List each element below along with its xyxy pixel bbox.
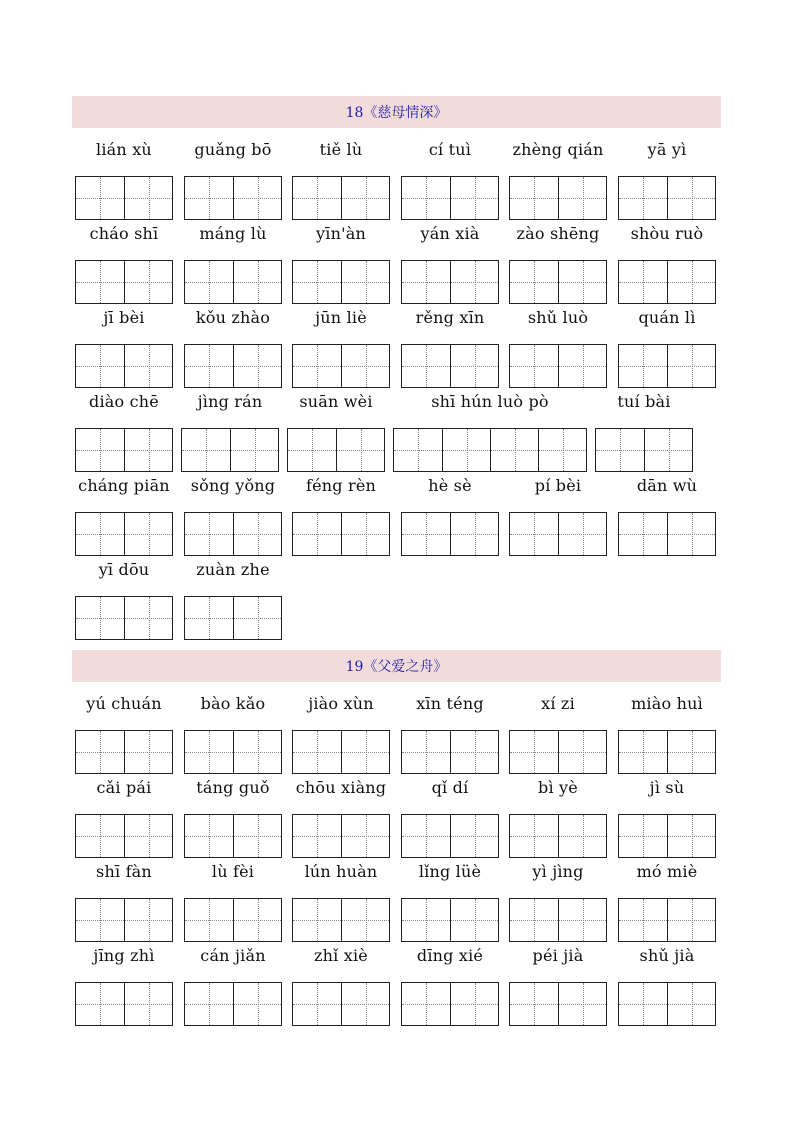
writing-box[interactable] bbox=[293, 345, 341, 387]
character-grid bbox=[401, 898, 499, 942]
writing-box[interactable] bbox=[619, 345, 667, 387]
pinyin-label: féng rèn bbox=[305, 476, 377, 495]
writing-box[interactable] bbox=[619, 513, 667, 555]
pinyin-label: jīng zhì bbox=[93, 946, 155, 965]
character-grid bbox=[618, 814, 716, 858]
pinyin-label: yán xià bbox=[420, 224, 480, 243]
pinyin-item bbox=[75, 138, 173, 222]
character-grid bbox=[401, 344, 499, 388]
pinyin-item bbox=[75, 474, 173, 558]
pinyin-label: dān wù bbox=[636, 476, 698, 495]
writing-box[interactable] bbox=[510, 261, 558, 303]
writing-box[interactable] bbox=[76, 261, 124, 303]
writing-box[interactable] bbox=[233, 345, 281, 387]
pinyin-item bbox=[618, 860, 716, 944]
writing-box[interactable] bbox=[596, 429, 644, 471]
pinyin-item bbox=[509, 944, 607, 1028]
character-grid bbox=[292, 730, 390, 774]
pinyin-item bbox=[618, 222, 716, 306]
pinyin-item bbox=[184, 474, 282, 558]
character-grid bbox=[292, 344, 390, 388]
writing-box[interactable] bbox=[341, 261, 389, 303]
pinyin-label: lù fèi bbox=[211, 862, 255, 881]
pinyin-item bbox=[75, 776, 173, 860]
pinyin-item bbox=[184, 860, 282, 944]
writing-box[interactable] bbox=[124, 731, 172, 773]
writing-box[interactable] bbox=[619, 261, 667, 303]
character-grid bbox=[184, 982, 282, 1026]
writing-box[interactable] bbox=[558, 983, 606, 1025]
pinyin-label: shī hún luò pò bbox=[431, 392, 549, 411]
writing-box[interactable] bbox=[293, 177, 341, 219]
pinyin-item bbox=[401, 306, 499, 390]
pinyin-item bbox=[287, 390, 385, 474]
writing-box[interactable] bbox=[558, 261, 606, 303]
character-grid bbox=[184, 730, 282, 774]
writing-box[interactable] bbox=[667, 899, 715, 941]
character-grid bbox=[292, 176, 390, 220]
character-grid bbox=[292, 982, 390, 1026]
pinyin-item bbox=[184, 138, 282, 222]
pinyin-item bbox=[509, 222, 607, 306]
writing-box[interactable] bbox=[185, 731, 233, 773]
character-grid bbox=[292, 814, 390, 858]
character-grid bbox=[509, 982, 607, 1026]
pinyin-item bbox=[75, 306, 173, 390]
writing-box[interactable] bbox=[124, 597, 172, 639]
writing-box[interactable] bbox=[336, 429, 384, 471]
writing-box[interactable] bbox=[450, 899, 498, 941]
pinyin-label: miào huì bbox=[631, 694, 703, 713]
character-grid bbox=[401, 730, 499, 774]
writing-box[interactable] bbox=[185, 597, 233, 639]
pinyin-label: yú chuán bbox=[86, 694, 162, 713]
writing-box[interactable] bbox=[182, 429, 230, 471]
writing-box[interactable] bbox=[185, 345, 233, 387]
pinyin-item bbox=[401, 944, 499, 1028]
pinyin-label: shī fàn bbox=[96, 862, 152, 881]
pinyin-item bbox=[509, 306, 607, 390]
pinyin-item bbox=[393, 390, 587, 474]
writing-box[interactable] bbox=[667, 261, 715, 303]
character-grid bbox=[75, 512, 173, 556]
writing-box[interactable] bbox=[450, 345, 498, 387]
pinyin-label: máng lù bbox=[199, 224, 267, 243]
pinyin-item bbox=[75, 390, 173, 474]
pinyin-item bbox=[292, 944, 390, 1028]
pinyin-label: jī bèi bbox=[103, 308, 145, 327]
writing-box[interactable] bbox=[558, 177, 606, 219]
writing-box[interactable] bbox=[394, 429, 442, 471]
pinyin-label: kǒu zhào bbox=[195, 308, 271, 327]
pinyin-item bbox=[618, 776, 716, 860]
pinyin-item bbox=[595, 390, 693, 474]
writing-box[interactable] bbox=[341, 345, 389, 387]
pinyin-item bbox=[509, 776, 607, 860]
writing-box[interactable] bbox=[558, 731, 606, 773]
writing-box[interactable] bbox=[341, 899, 389, 941]
writing-box[interactable] bbox=[341, 731, 389, 773]
pinyin-item bbox=[401, 474, 499, 558]
character-grid bbox=[401, 814, 499, 858]
writing-box[interactable] bbox=[442, 429, 490, 471]
writing-box[interactable] bbox=[558, 899, 606, 941]
character-grid bbox=[618, 982, 716, 1026]
writing-box[interactable] bbox=[667, 983, 715, 1025]
writing-box[interactable] bbox=[402, 261, 450, 303]
character-grid bbox=[618, 730, 716, 774]
pinyin-label: diào chē bbox=[89, 392, 159, 411]
writing-box[interactable] bbox=[450, 731, 498, 773]
pinyin-item bbox=[618, 474, 716, 558]
writing-box[interactable] bbox=[402, 815, 450, 857]
writing-box[interactable] bbox=[341, 513, 389, 555]
character-grid bbox=[184, 814, 282, 858]
pinyin-label: sǒng yǒng bbox=[190, 476, 276, 495]
pinyin-label: lún huàn bbox=[304, 862, 378, 881]
pinyin-item bbox=[401, 776, 499, 860]
character-grid bbox=[75, 428, 173, 472]
pinyin-label: yì jìng bbox=[532, 862, 584, 881]
pinyin-label: jiào xùn bbox=[308, 694, 374, 713]
lesson-title: 19《父爱之舟》 bbox=[72, 650, 721, 682]
writing-box[interactable] bbox=[76, 731, 124, 773]
writing-box[interactable] bbox=[76, 597, 124, 639]
character-grid bbox=[75, 898, 173, 942]
writing-box[interactable] bbox=[402, 899, 450, 941]
pinyin-label: lǐng lüè bbox=[418, 862, 482, 881]
pinyin-label: zhǐ xiè bbox=[314, 946, 368, 965]
character-grid bbox=[509, 260, 607, 304]
character-grid bbox=[401, 176, 499, 220]
pinyin-label: cǎi pái bbox=[96, 778, 152, 797]
character-grid bbox=[181, 428, 279, 472]
writing-box[interactable] bbox=[76, 899, 124, 941]
writing-box[interactable] bbox=[450, 261, 498, 303]
character-grid bbox=[75, 344, 173, 388]
writing-box[interactable] bbox=[667, 731, 715, 773]
lesson-title: 18《慈母情深》 bbox=[72, 96, 721, 128]
pinyin-label: shǔ jià bbox=[639, 946, 695, 965]
pinyin-label: xīn téng bbox=[416, 694, 484, 713]
pinyin-item bbox=[509, 860, 607, 944]
pinyin-label: xí zi bbox=[541, 694, 575, 713]
writing-box[interactable] bbox=[450, 983, 498, 1025]
writing-box[interactable] bbox=[76, 983, 124, 1025]
writing-box[interactable] bbox=[450, 513, 498, 555]
pinyin-label: jūn liè bbox=[315, 308, 367, 327]
pinyin-label: yā yì bbox=[647, 140, 687, 159]
pinyin-item bbox=[184, 306, 282, 390]
character-grid bbox=[618, 512, 716, 556]
pinyin-label: zào shēng bbox=[516, 224, 600, 243]
writing-box[interactable] bbox=[667, 815, 715, 857]
character-grid bbox=[401, 982, 499, 1026]
pinyin-label: shòu ruò bbox=[630, 224, 704, 243]
pinyin-item bbox=[292, 306, 390, 390]
writing-box[interactable] bbox=[76, 513, 124, 555]
writing-box[interactable] bbox=[619, 177, 667, 219]
pinyin-label: rěng xīn bbox=[415, 308, 485, 327]
pinyin-label: zhèng qián bbox=[512, 140, 604, 159]
pinyin-item bbox=[292, 860, 390, 944]
character-grid bbox=[184, 344, 282, 388]
character-grid bbox=[75, 982, 173, 1026]
character-grid bbox=[393, 428, 587, 472]
writing-box[interactable] bbox=[510, 513, 558, 555]
pinyin-item bbox=[401, 692, 499, 776]
pinyin-label: mó miè bbox=[636, 862, 698, 881]
writing-box[interactable] bbox=[233, 899, 281, 941]
character-grid bbox=[75, 596, 173, 640]
writing-box[interactable] bbox=[402, 513, 450, 555]
writing-box[interactable] bbox=[76, 815, 124, 857]
pinyin-item bbox=[292, 138, 390, 222]
pinyin-label: quán lì bbox=[638, 308, 696, 327]
pinyin-label: bào kǎo bbox=[200, 694, 266, 713]
writing-box[interactable] bbox=[76, 345, 124, 387]
writing-box[interactable] bbox=[293, 513, 341, 555]
pinyin-label: táng guǒ bbox=[196, 778, 270, 797]
writing-box[interactable] bbox=[619, 983, 667, 1025]
writing-box[interactable] bbox=[402, 983, 450, 1025]
writing-box[interactable] bbox=[76, 429, 124, 471]
pinyin-label: guǎng bō bbox=[194, 140, 272, 159]
writing-box[interactable] bbox=[510, 731, 558, 773]
character-grid bbox=[292, 512, 390, 556]
character-grid bbox=[509, 898, 607, 942]
writing-box[interactable] bbox=[233, 815, 281, 857]
character-grid bbox=[184, 176, 282, 220]
writing-box[interactable] bbox=[558, 345, 606, 387]
pinyin-item bbox=[75, 558, 173, 642]
pinyin-item bbox=[75, 222, 173, 306]
pinyin-label: bì yè bbox=[538, 778, 578, 797]
writing-box[interactable] bbox=[510, 899, 558, 941]
pinyin-label: yī dōu bbox=[98, 560, 150, 579]
character-grid bbox=[75, 730, 173, 774]
pinyin-item bbox=[618, 692, 716, 776]
writing-box[interactable] bbox=[233, 731, 281, 773]
writing-box[interactable] bbox=[619, 899, 667, 941]
pinyin-label: dīng xié bbox=[416, 946, 484, 965]
writing-box[interactable] bbox=[124, 261, 172, 303]
character-grid bbox=[509, 730, 607, 774]
pinyin-item bbox=[509, 138, 607, 222]
writing-box[interactable] bbox=[619, 815, 667, 857]
writing-box[interactable] bbox=[510, 177, 558, 219]
writing-box[interactable] bbox=[667, 345, 715, 387]
pinyin-label: hè sè bbox=[428, 476, 472, 495]
pinyin-item bbox=[509, 692, 607, 776]
pinyin-item bbox=[292, 776, 390, 860]
pinyin-label: chōu xiàng bbox=[295, 778, 387, 797]
pinyin-label: cán jiǎn bbox=[200, 946, 266, 965]
writing-box[interactable] bbox=[538, 429, 586, 471]
pinyin-item bbox=[618, 944, 716, 1028]
character-grid bbox=[75, 176, 173, 220]
character-grid bbox=[287, 428, 385, 472]
pinyin-label: pí bèi bbox=[534, 476, 582, 495]
writing-box[interactable] bbox=[293, 261, 341, 303]
pinyin-item bbox=[401, 222, 499, 306]
pinyin-item bbox=[75, 692, 173, 776]
character-grid bbox=[292, 898, 390, 942]
character-grid bbox=[509, 344, 607, 388]
pinyin-item bbox=[618, 138, 716, 222]
pinyin-item bbox=[181, 390, 279, 474]
pinyin-label: tuí bài bbox=[617, 392, 671, 411]
writing-box[interactable] bbox=[185, 899, 233, 941]
writing-box[interactable] bbox=[185, 513, 233, 555]
character-grid bbox=[184, 596, 282, 640]
pinyin-item bbox=[618, 306, 716, 390]
character-grid bbox=[75, 260, 173, 304]
writing-box[interactable] bbox=[185, 261, 233, 303]
pinyin-label: jì sù bbox=[649, 778, 685, 797]
writing-box[interactable] bbox=[450, 177, 498, 219]
pinyin-label: tiě lù bbox=[319, 140, 363, 159]
character-grid bbox=[618, 898, 716, 942]
pinyin-label: qǐ dí bbox=[431, 778, 469, 797]
pinyin-item bbox=[184, 692, 282, 776]
writing-box[interactable] bbox=[124, 429, 172, 471]
pinyin-label: cháng piān bbox=[78, 476, 170, 495]
writing-box[interactable] bbox=[341, 815, 389, 857]
pinyin-item bbox=[292, 222, 390, 306]
writing-box[interactable] bbox=[185, 983, 233, 1025]
pinyin-item bbox=[184, 558, 282, 642]
writing-box[interactable] bbox=[124, 345, 172, 387]
writing-box[interactable] bbox=[185, 177, 233, 219]
writing-box[interactable] bbox=[402, 177, 450, 219]
writing-box[interactable] bbox=[619, 731, 667, 773]
writing-box[interactable] bbox=[293, 899, 341, 941]
writing-box[interactable] bbox=[124, 815, 172, 857]
writing-box[interactable] bbox=[558, 513, 606, 555]
pinyin-item bbox=[184, 944, 282, 1028]
character-grid bbox=[184, 260, 282, 304]
character-grid bbox=[401, 512, 499, 556]
writing-box[interactable] bbox=[124, 513, 172, 555]
pinyin-item bbox=[292, 474, 390, 558]
writing-box[interactable] bbox=[124, 899, 172, 941]
pinyin-item bbox=[184, 222, 282, 306]
pinyin-label: péi jià bbox=[532, 946, 584, 965]
character-grid bbox=[509, 512, 607, 556]
writing-box[interactable] bbox=[450, 815, 498, 857]
writing-box[interactable] bbox=[341, 177, 389, 219]
writing-box[interactable] bbox=[233, 177, 281, 219]
pinyin-item bbox=[75, 944, 173, 1028]
character-grid bbox=[618, 344, 716, 388]
pinyin-item bbox=[184, 776, 282, 860]
writing-box[interactable] bbox=[293, 815, 341, 857]
writing-box[interactable] bbox=[124, 177, 172, 219]
writing-box[interactable] bbox=[233, 983, 281, 1025]
pinyin-item bbox=[75, 860, 173, 944]
character-grid bbox=[184, 512, 282, 556]
writing-box[interactable] bbox=[233, 513, 281, 555]
writing-box[interactable] bbox=[667, 177, 715, 219]
writing-box[interactable] bbox=[341, 983, 389, 1025]
pinyin-item bbox=[401, 138, 499, 222]
pinyin-item bbox=[509, 474, 607, 558]
pinyin-label: cí tuì bbox=[428, 140, 472, 159]
character-grid bbox=[292, 260, 390, 304]
writing-box[interactable] bbox=[558, 815, 606, 857]
pinyin-item bbox=[292, 692, 390, 776]
writing-box[interactable] bbox=[402, 731, 450, 773]
writing-box[interactable] bbox=[490, 429, 538, 471]
character-grid bbox=[75, 814, 173, 858]
character-grid bbox=[509, 814, 607, 858]
writing-box[interactable] bbox=[233, 597, 281, 639]
character-grid bbox=[618, 260, 716, 304]
writing-box[interactable] bbox=[124, 983, 172, 1025]
pinyin-label: zuàn zhe bbox=[196, 560, 270, 579]
writing-box[interactable] bbox=[510, 345, 558, 387]
writing-box[interactable] bbox=[230, 429, 278, 471]
writing-box[interactable] bbox=[402, 345, 450, 387]
character-grid bbox=[509, 176, 607, 220]
pinyin-label: lián xù bbox=[96, 140, 152, 159]
writing-box[interactable] bbox=[293, 731, 341, 773]
character-grid bbox=[618, 176, 716, 220]
pinyin-label: yīn'àn bbox=[316, 224, 366, 243]
writing-box[interactable] bbox=[288, 429, 336, 471]
writing-box[interactable] bbox=[185, 815, 233, 857]
character-grid bbox=[184, 898, 282, 942]
writing-box[interactable] bbox=[233, 261, 281, 303]
pinyin-label: suān wèi bbox=[299, 392, 373, 411]
writing-box[interactable] bbox=[293, 983, 341, 1025]
writing-box[interactable] bbox=[667, 513, 715, 555]
writing-box[interactable] bbox=[76, 177, 124, 219]
character-grid bbox=[595, 428, 693, 472]
pinyin-label: jìng rán bbox=[197, 392, 263, 411]
pinyin-label: cháo shī bbox=[89, 224, 159, 243]
pinyin-label: shǔ luò bbox=[527, 308, 589, 327]
character-grid bbox=[401, 260, 499, 304]
writing-box[interactable] bbox=[644, 429, 692, 471]
writing-box[interactable] bbox=[510, 983, 558, 1025]
writing-box[interactable] bbox=[510, 815, 558, 857]
pinyin-item bbox=[401, 860, 499, 944]
